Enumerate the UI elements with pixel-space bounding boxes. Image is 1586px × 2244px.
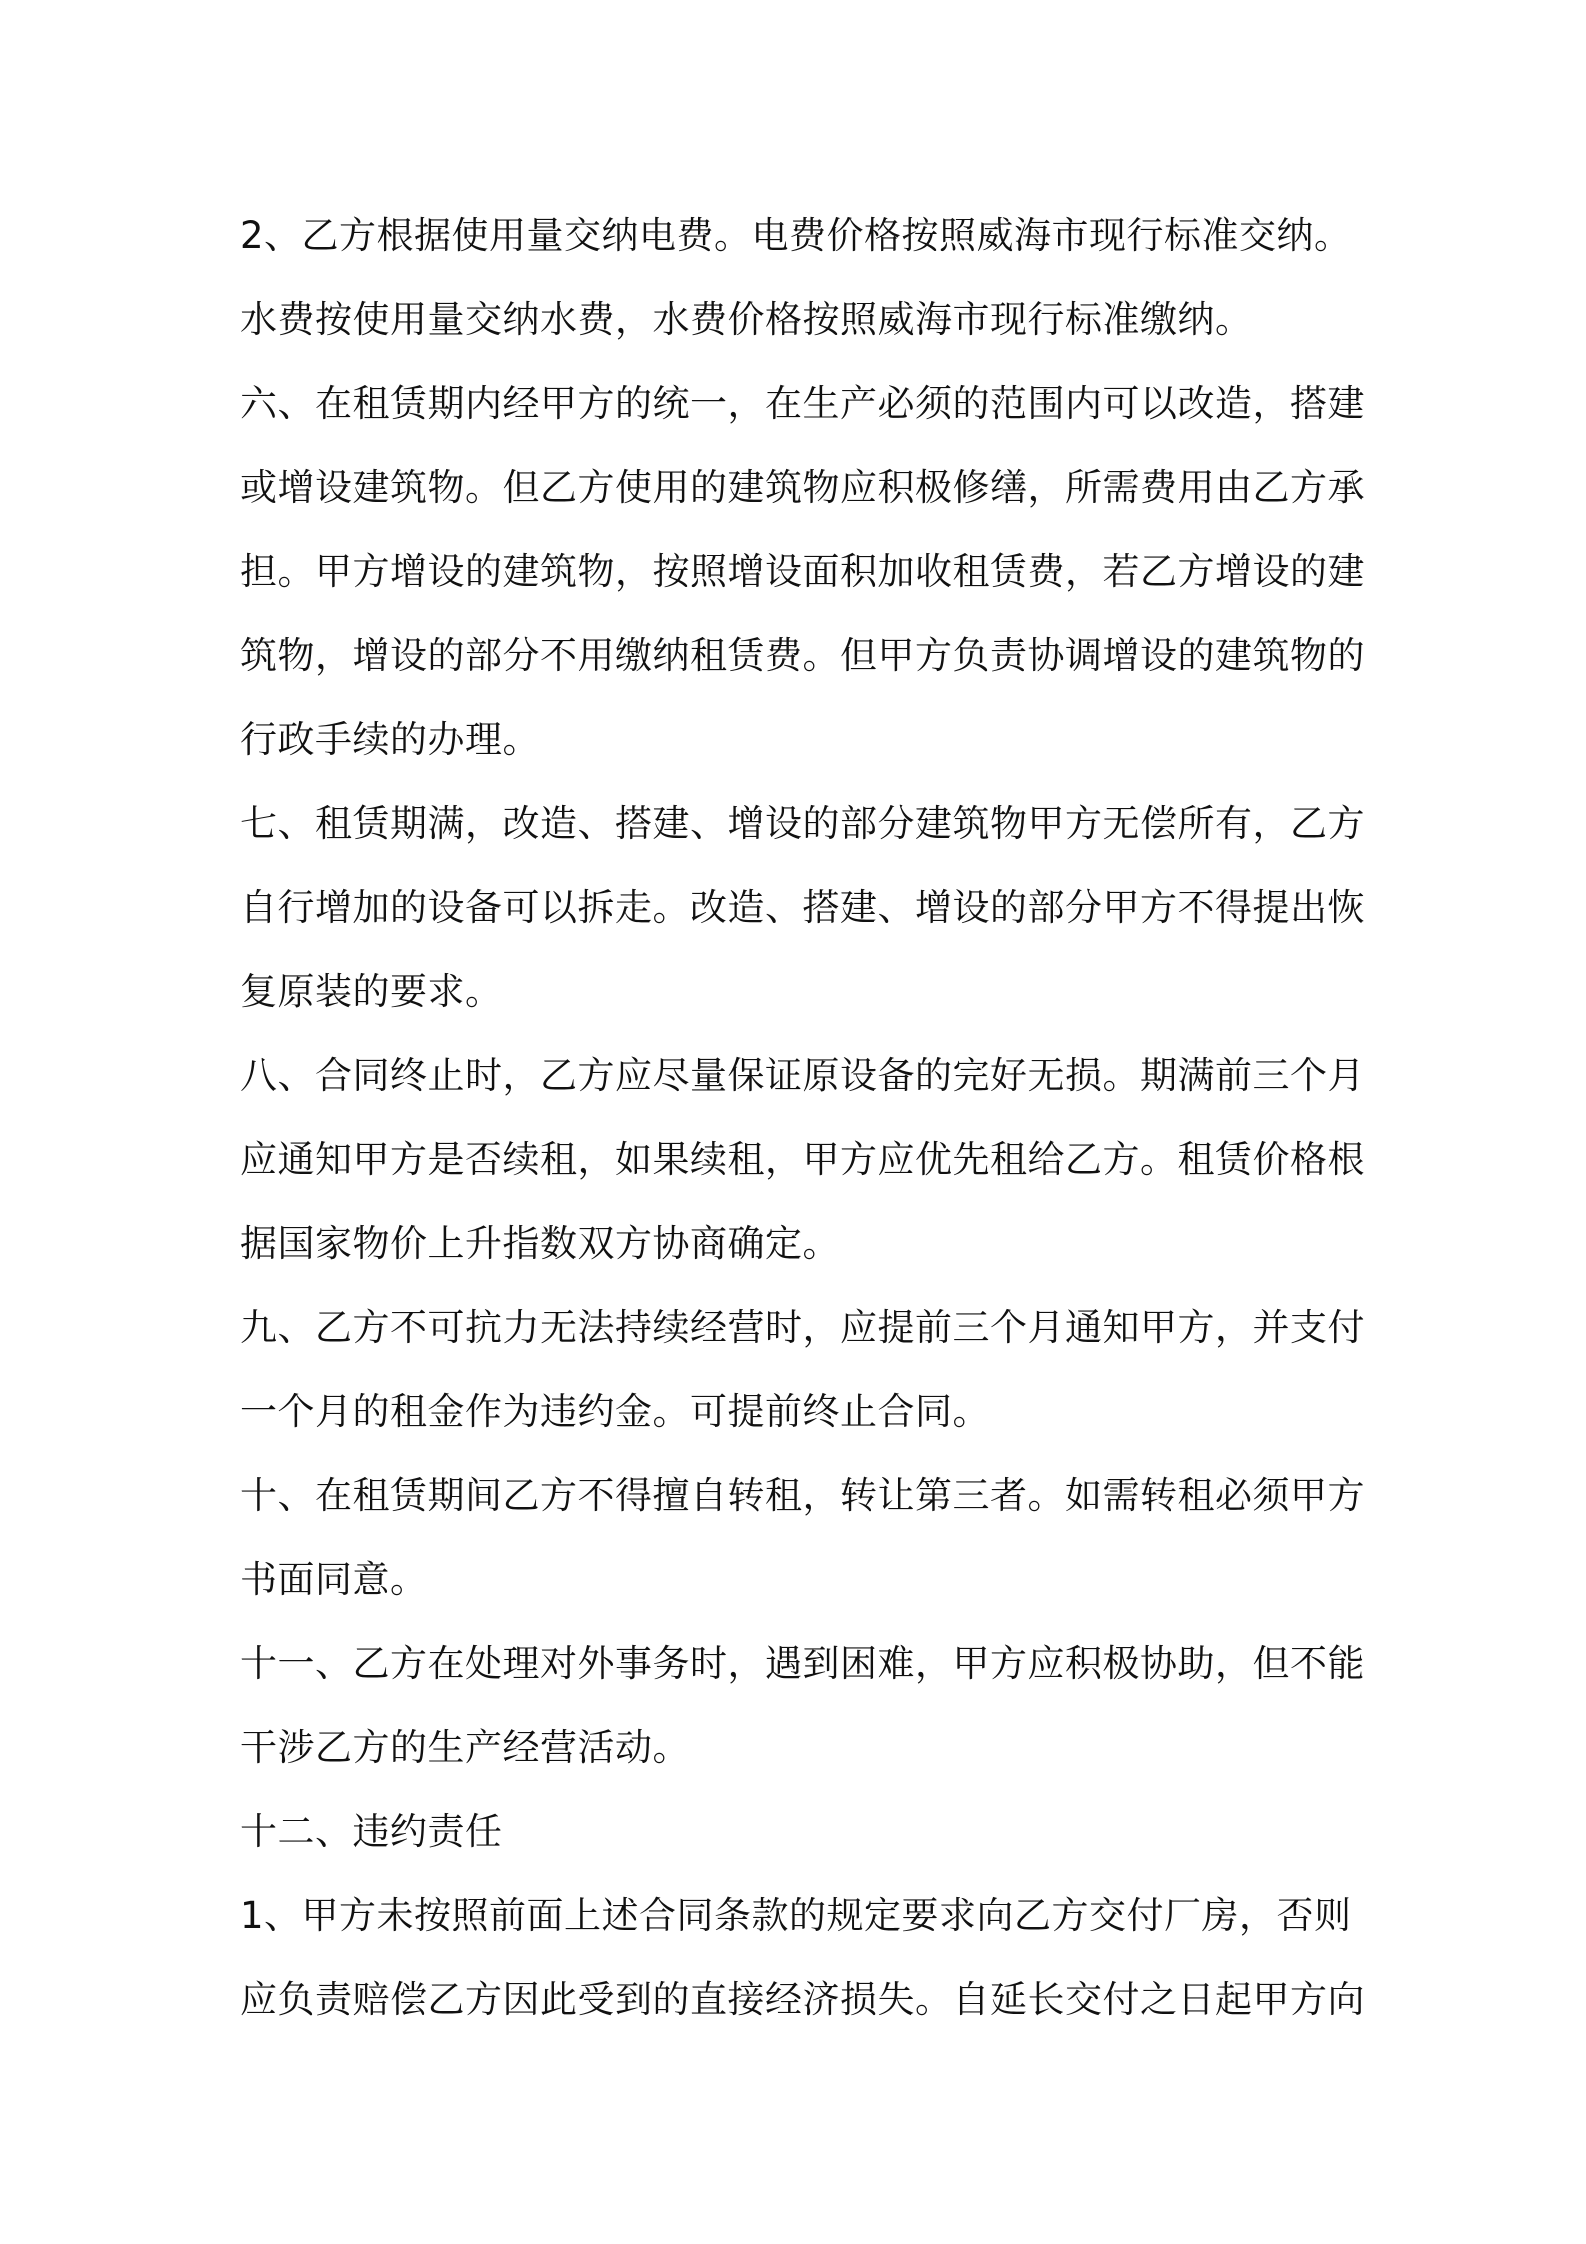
text-line: 行政手续的办理。 (240, 718, 540, 761)
text-line: 据国家物价上升指数双方协商确定。 (240, 1222, 840, 1265)
text-line: 书面同意。 (240, 1558, 428, 1601)
text-line: 应负责赔偿乙方因此受到的直接经济损失。自延长交付之日起甲方向 (240, 1978, 1365, 2021)
text-line: 十一、乙方在处理对外事务时，遇到困难，甲方应积极协助，但不能 (240, 1642, 1365, 1685)
text-line: 十二、违约责任 (240, 1810, 503, 1853)
text-line: 复原装的要求。 (240, 970, 503, 1013)
text-line: 八、合同终止时，乙方应尽量保证原设备的完好无损。期满前三个月 (240, 1054, 1365, 1097)
text-line: 或增设建筑物。但乙方使用的建筑物应积极修缮，所需费用由乙方承 (240, 466, 1365, 509)
text-line: 七、租赁期满，改造、搭建、增设的部分建筑物甲方无偿所有，乙方 (240, 802, 1365, 845)
text-line: 担。甲方增设的建筑物，按照增设面积加收租赁费，若乙方增设的建 (240, 550, 1365, 593)
text-line: 自行增加的设备可以拆走。改造、搭建、增设的部分甲方不得提出恢 (240, 886, 1365, 929)
text-line: 六、在租赁期内经甲方的统一，在生产必须的范围内可以改造，搭建 (240, 382, 1365, 425)
text-line: 九、乙方不可抗力无法持续经营时，应提前三个月通知甲方，并支付 (240, 1306, 1365, 1349)
text-line: 筑物，增设的部分不用缴纳租赁费。但甲方负责协调增设的建筑物的 (240, 634, 1365, 677)
text-line: 一个月的租金作为违约金。可提前终止合同。 (240, 1390, 990, 1433)
text-line: 1、甲方未按照前面上述合同条款的规定要求向乙方交付厂房，否则 (240, 1894, 1352, 1937)
text-line: 应通知甲方是否续租，如果续租，甲方应优先租给乙方。租赁价格根 (240, 1138, 1365, 1181)
text-line: 干涉乙方的生产经营活动。 (240, 1726, 690, 1769)
document-body (240, 194, 1365, 2042)
text-line: 水费按使用量交纳水费，水费价格按照威海市现行标准缴纳。 (240, 298, 1253, 341)
text-line: 2、乙方根据使用量交纳电费。电费价格按照威海市现行标准交纳。 (240, 214, 1352, 257)
text-line: 十、在租赁期间乙方不得擅自转租，转让第三者。如需转租必须甲方 (240, 1474, 1365, 1517)
